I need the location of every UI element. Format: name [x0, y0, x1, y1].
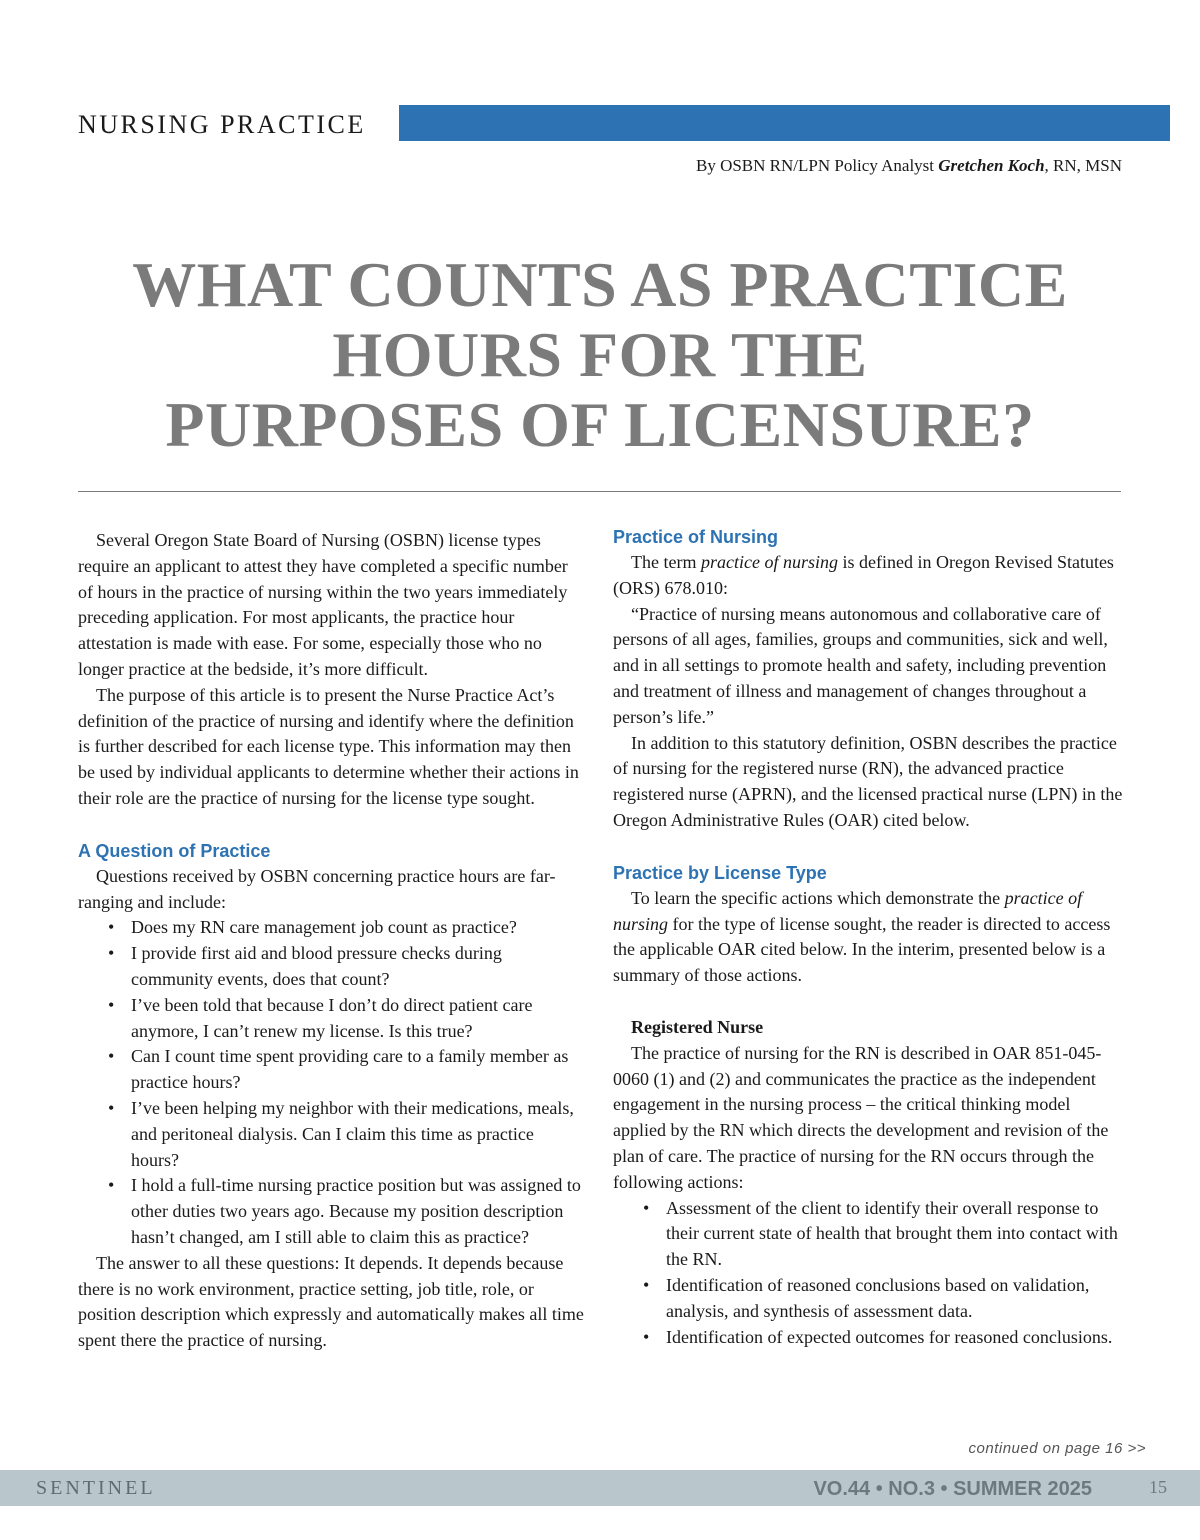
license-paragraph — [613, 886, 1123, 989]
question-heading: A Question of Practice — [78, 840, 271, 861]
right-column — [613, 524, 1123, 1350]
addition-paragraph: In addition to this statutory definition, OSBN describes the practice of nursing for the registered nurse (RN), the advanced practice registered nurse (APRN), and the licensed practical nurse (LPN) in the Oregon Administrative Rules (OAR) cited below. — [613, 732, 1123, 830]
license-text: To learn the specific actions which demonstrate the — [631, 887, 1005, 908]
term-text: The term — [631, 552, 701, 572]
license-text: for the type of license sought, the reader is directed to access the applicable OAR cited below. In the interim, presented below is a summary of those actions. — [613, 913, 1111, 986]
list-item: • I hold a full-time nursing practice position but was assigned to other duties two years ago. Because my position description hasn’t changed, am I still able to claim this as practice? — [131, 1173, 586, 1250]
intro-paragraph: The purpose of this article is to present the Nurse Practice Act’s definition of the practice of nursing and identify where the definition is further described for each license type. This information may then be used by individual applicants to determine whether their actions in their role are the practice of nursing for the license type sought. — [78, 684, 579, 808]
question-intro: Questions received by OSBN concerning practice hours are far-ranging and include: — [78, 865, 556, 912]
byline — [696, 155, 1122, 177]
list-item: • Identification of reasoned conclusions based on validation, analysis, and synthesis of assessment data. — [666, 1273, 1123, 1325]
article-title-line: HOURS FOR THE — [332, 319, 868, 390]
list-item: • I provide first aid and blood pressure checks during community events, does that count? — [131, 941, 586, 993]
article-title-line: PURPOSES OF LICENSURE? — [165, 389, 1035, 460]
list-item: • Does my RN care management job count as practice? — [131, 915, 586, 941]
article-title — [60, 250, 1140, 460]
section-accent-bar — [399, 105, 1170, 141]
byline-author: Gretchen Koch — [938, 156, 1045, 175]
continued-link[interactable]: continued on page 16 >> — [968, 1440, 1146, 1457]
list-item: • Can I count time spent providing care to a family member as practice hours? — [131, 1044, 586, 1096]
title-divider — [78, 491, 1121, 492]
issue-info: VO.44 • NO.3 • SUMMER 2025 — [813, 1478, 1092, 1500]
publication-name: SENTINEL — [36, 1477, 156, 1499]
page-number: 15 — [1149, 1477, 1167, 1497]
term-paragraph — [613, 550, 1123, 602]
license-italic: practice of nursing — [613, 887, 1083, 934]
definition-quote: “Practice of nursing means autonomous and collaborative care of persons of all ages, families, groups and communities, sick and well, and in all settings to promote health and safety, including prevention and treatment of illness and management of changes throughout a person’s life.” — [613, 603, 1108, 727]
intro-paragraph: Several Oregon State Board of Nursing (OSBN) license types require an applicant to attest they have completed a specific number of hours in the practice of nursing within the two years immediately preceding application. For most applicants, the practice hour attestation is made with ease. For some, especially those who no longer practice at the bedside, it’s more difficult. — [78, 530, 568, 679]
left-column — [78, 528, 586, 1354]
section-label: NURSING PRACTICE — [78, 110, 366, 139]
article-title-line: WHAT COUNTS AS PRACTICE — [132, 249, 1068, 320]
rn-paragraph: The practice of nursing for the RN is described in OAR 851-045-0060 (1) and (2) and communicates the practice as the independent engagement in the nursing process – the critical thinking model applied by the RN which directs the development and revision of the plan of care. The practice of nursing for the RN occurs through the following actions: — [613, 1042, 1109, 1192]
list-item: • I’ve been told that because I don’t do direct patient care anymore, I can’t renew my license. Is this true? — [131, 993, 586, 1045]
term-text: is defined in Oregon Revised Statutes (ORS) 678.010: — [613, 552, 1114, 598]
list-item: • Assessment of the client to identify their overall response to their current state of health that brought them into contact with the RN. — [666, 1196, 1123, 1273]
byline-suffix: , RN, MSN — [1044, 156, 1122, 175]
question-list — [78, 915, 586, 1250]
list-item: • I’ve been helping my neighbor with their medications, meals, and peritoneal dialysis. Can I claim this time as practice hours? — [131, 1096, 586, 1173]
byline-prefix: By OSBN RN/LPN Policy Analyst — [695, 156, 939, 175]
license-heading: Practice by License Type — [613, 862, 827, 883]
practice-heading: Practice of Nursing — [613, 527, 779, 547]
list-item: • Identification of expected outcomes for reasoned conclusions. — [666, 1325, 1123, 1351]
rn-action-list — [613, 1196, 1123, 1351]
rn-heading: Registered Nurse — [631, 1016, 764, 1037]
answer-paragraph: The answer to all these questions: It depends. It depends because there is no work environment, practice setting, job title, role, or position description which expressly and automatically makes all time spent there the practice of nursing. — [78, 1252, 584, 1351]
term-italic: practice of nursing — [700, 552, 838, 572]
